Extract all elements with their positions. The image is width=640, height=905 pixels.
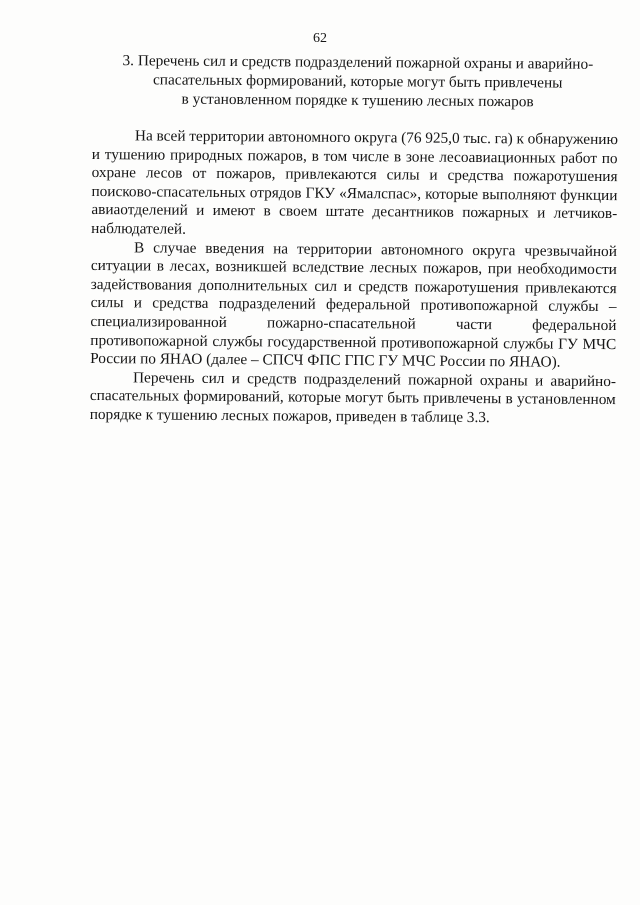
word: имеют [212, 202, 256, 220]
word: тыс. [463, 129, 492, 148]
paragraph-3 [90, 369, 616, 429]
word: федеральной [325, 296, 411, 314]
word: средств [247, 369, 297, 388]
word: части [455, 315, 493, 334]
word: автономного [268, 128, 351, 147]
word: службы [548, 297, 599, 316]
word: охране [91, 164, 137, 182]
word: территории [296, 240, 373, 258]
word: в [393, 147, 402, 166]
word: пожаротушения [414, 278, 519, 297]
paragraph-2 [90, 239, 617, 373]
word: тушению [104, 145, 166, 164]
word: работ [560, 149, 598, 167]
word: летчиков- [553, 205, 618, 223]
word: всей [156, 127, 186, 145]
word: в [156, 257, 165, 275]
word: от [192, 164, 207, 183]
word: которые [425, 185, 479, 203]
text-line: России по ЯНАО (далее – СПСЧ ФПС ГПС ГУ МЧС России по ЯНАО). [90, 350, 561, 371]
word: округа [472, 241, 516, 259]
word: ситуации [90, 257, 152, 275]
section-title-line: в установленном порядке к тушению лесных пожаров [181, 90, 534, 111]
word: 925,0 [425, 129, 460, 147]
word: поисково-спасательных [91, 182, 246, 201]
word: подразделений [303, 370, 401, 389]
word: (76 [401, 129, 422, 147]
word: сил [314, 277, 338, 295]
page-number: 62 [313, 31, 327, 46]
word: сил [201, 369, 225, 387]
word: пожаров, [422, 259, 483, 278]
section-title-line: 3. Перечень сил и средств подразделений пожарной охраны и аварийно- [122, 52, 594, 73]
word: га) [494, 130, 513, 148]
word: охраны [479, 371, 528, 390]
word: и [343, 277, 352, 295]
word: и [231, 369, 240, 387]
word: силы [90, 294, 124, 312]
word: пожарной [408, 371, 473, 389]
word: средства [447, 166, 504, 185]
body-text [90, 127, 618, 429]
word: привлечены [423, 389, 502, 408]
word: в [311, 147, 319, 165]
word: лесах, [169, 257, 210, 276]
word: и [91, 145, 101, 163]
word: десантников [372, 203, 455, 222]
word: введения [205, 239, 265, 257]
word: службы [503, 334, 554, 353]
word: вследствие [292, 258, 365, 277]
word: которые [287, 388, 342, 407]
section-title-line: спасательных формирований, которые могут быть привлечены [152, 71, 563, 92]
word: к [516, 130, 525, 148]
word: округа [354, 129, 398, 147]
word: ГУ [558, 335, 578, 353]
word: средств [358, 277, 409, 296]
word: авиаотделений [91, 201, 188, 220]
word: отрядов [249, 184, 302, 202]
word: пожарных [462, 204, 529, 222]
word: службы [212, 332, 263, 350]
word: средства [152, 294, 209, 313]
word: и [534, 372, 544, 390]
word: выполняют [482, 185, 557, 204]
word: в [263, 202, 271, 220]
word: лесоавиационных [439, 148, 556, 167]
word: штате [325, 203, 365, 221]
word: В [133, 238, 145, 256]
word: ГКУ [305, 184, 336, 202]
word: противопожарной [90, 331, 208, 350]
word: случае [153, 239, 197, 257]
word: установленном [516, 390, 616, 409]
word: территории [189, 127, 265, 146]
word: и [537, 204, 546, 222]
paragraph-1 [91, 127, 618, 243]
word: возникшей [215, 258, 287, 276]
word: и [133, 294, 143, 312]
word: пожаров, [247, 146, 307, 165]
word: государственной [267, 332, 377, 351]
word: противопожарной [420, 296, 539, 315]
word: МЧС [582, 335, 617, 353]
word: при [487, 260, 512, 278]
word: спасательных [89, 387, 180, 406]
word: том [323, 147, 348, 165]
word: На [134, 127, 153, 145]
word: – [608, 298, 617, 316]
word: функции [560, 186, 618, 204]
word: на [273, 239, 289, 258]
word: Перечень [132, 369, 195, 387]
word: обнаружению [527, 130, 618, 149]
word: федеральной [532, 316, 617, 335]
word: своем [279, 202, 318, 221]
word: формирований, [183, 388, 284, 406]
word: могут [345, 389, 384, 407]
word: и [429, 166, 438, 184]
word: аварийно- [550, 372, 617, 390]
word: специализированной [90, 312, 227, 332]
word: противопожарной [381, 333, 499, 352]
word: пожаротушения [513, 167, 618, 186]
word: и [196, 202, 205, 220]
word: в [505, 390, 513, 408]
text-line: наблюдателей. [91, 219, 187, 238]
text-line: порядке к тушению лесных пожаров, приведен в таблице 3.3. [89, 405, 490, 427]
word: лесных [369, 259, 418, 277]
word: пожарно-спасательной [266, 314, 416, 333]
word: подразделений [218, 295, 316, 314]
word: дополнительных [198, 276, 308, 295]
word: задействования [90, 275, 192, 294]
word: привлекаются [525, 279, 617, 297]
word: лесов [145, 164, 183, 182]
word: по [601, 149, 618, 167]
word: природных [170, 146, 243, 164]
word: пожаров, [216, 165, 276, 183]
word: автономного [380, 240, 464, 259]
word: чрезвычайной [524, 241, 618, 260]
word: силы [386, 166, 420, 184]
word: быть [387, 389, 420, 407]
word: привлекаются [285, 165, 377, 184]
word: зоне [405, 148, 435, 166]
word: числе [351, 147, 390, 165]
word: «Ямалспас», [339, 184, 422, 203]
word: необходимости [517, 260, 617, 279]
section-title [108, 51, 608, 112]
